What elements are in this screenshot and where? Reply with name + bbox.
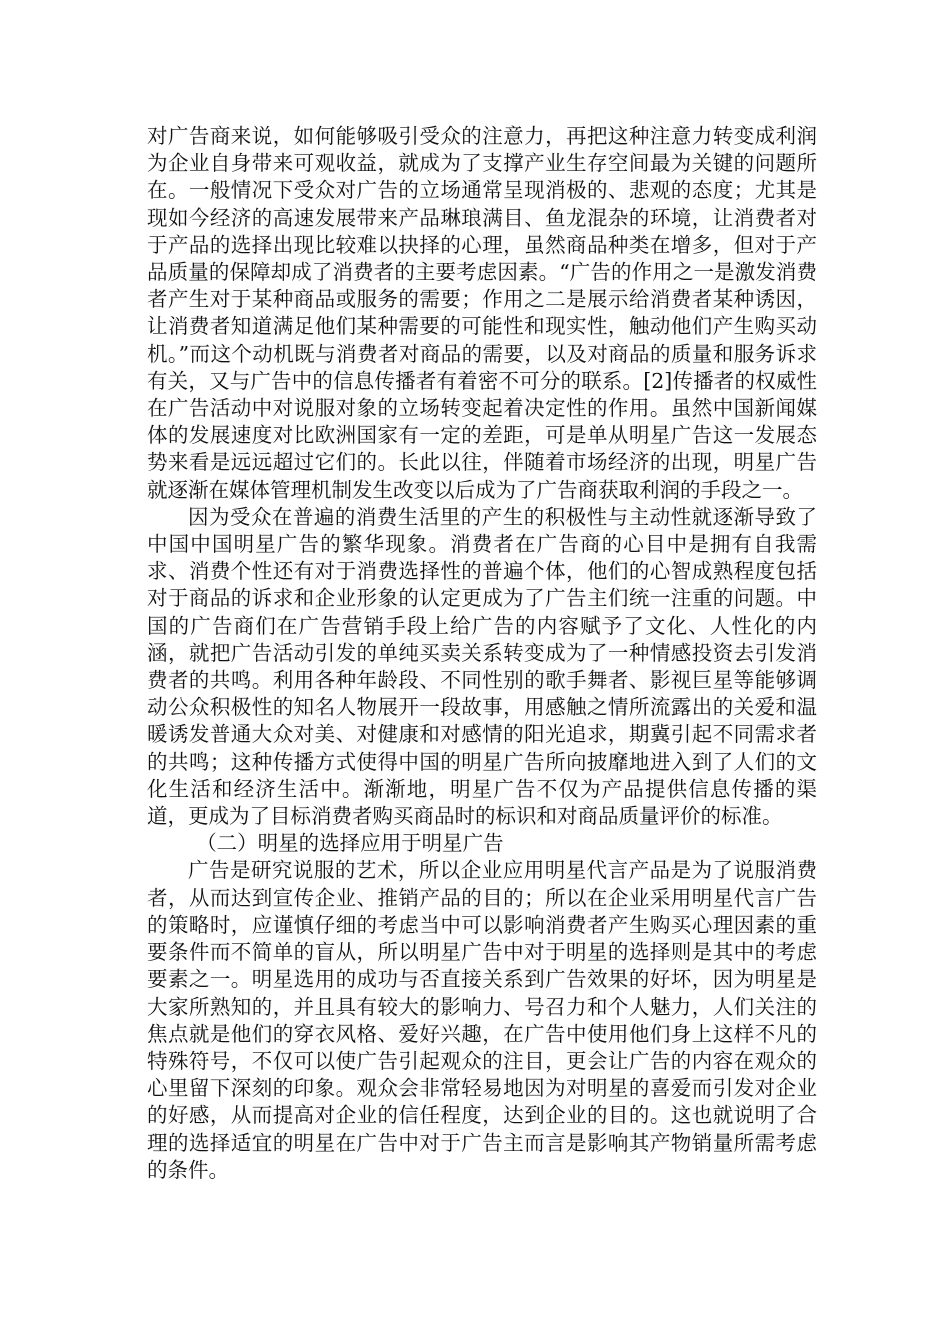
document-page xyxy=(147,123,817,1184)
section-heading: （二）明星的选择应用于明星广告 xyxy=(196,831,504,856)
paragraph-3: 广告是研究说服的艺术，所以企业应用明星代言产品是为了说服消费者，从而达到宣传企业、推销产品的目的；所以在企业采用明星代言广告的策略时，应谨慎仔细的考虑当中可以影响消费者产生购买心理因素的重要条件而不简单的盲从，所以明星广告中对于明星的选择则是其中的考虑要素之一。明星选用的成功与否直接关系到广告效果的好坏，因为明星是大家所熟知的，并且具有较大的影响力、号召力和个人魅力，人们关注的焦点就是他们的穿衣风格、爱好兴趣，在广告中使用他们身上这样不凡的特殊符号，不仅可以使广告引起观众的注目，更会让广告的内容在观众的心里留下深刻的印象。观众会非常轻易地因为对明星的喜爱而引发对企业的好感，从而提高对企业的信任程度，达到企业的目的。这也就说明了合理的选择适宜的明星在广告中对于广告主而言是影响其产物销量所需考虑的条件。 xyxy=(147,858,817,1182)
paragraph-1: 对广告商来说，如何能够吸引受众的注意力，再把这种注意力转变成利润为企业自身带来可观收益，就成为了支撑产业生存空间最为关键的问题所在。一般情况下受众对广告的立场通常呈现消极的、悲观的态度；尤其是现如今经济的高速发展带来产品琳琅满目、鱼龙混杂的环境，让消费者对于产品的选择出现比较难以抉择的心理，虽然商品种类在增多，但对于产品质量的保障却成了消费者的主要考虑因素。“广告的作用之一是激发消费者产生对于某种商品或服务的需要；作用之二是展示给消费者某种诱因，让消费者知道满足他们某种需要的可能性和现实性，触动他们产生购买动机。”而这个动机既与消费者对商品的需要，以及对商品的质量和服务诉求有关，又与广告中的信息传播者有着密不可分的联系。[2]传播者的权威性在广告活动中对说服对象的立场转变起着决定性的作用。虽然中国新闻媒体的发展速度对比欧洲国家有一定的差距，可是单从明星广告这一发展态势来看是远远超过它们的。长此以往，伴随着市场经济的出现，明星广告就逐渐在媒体管理机制发生改变以后成为了广告商获取利润的手段之一。 xyxy=(147,124,817,502)
paragraph-2: 因为受众在普遍的消费生活里的产生的积极性与主动性就逐渐导致了中国中国明星广告的繁华现象。消费者在广告商的心目中是拥有自我需求、消费个性还有对于消费选择性的普遍个体，他们的心智成熟程度包括对于商品的诉求和企业形象的认定更成为了广告主们统一注重的问题。中国的广告商们在广告营销手段上给广告的内容赋予了文化、人性化的内涵，就把广告活动引发的单纯买卖关系转变成为了一种情感投资去引发消费者的共鸣。利用各种年龄段、不同性别的歌手舞者、影视巨星等能够调动公众积极性的知名人物展开一段故事，用感触之情所流露出的关爱和温暖诱发普通大众对美、对健康和对感情的阳光追求，期冀引起不同需求者的共鸣；这种传播方式使得中国的明星广告所向披靡地进入到了人们的文化生活和经济生活中。渐渐地，明星广告不仅为产品提供信息传播的渠道，更成为了目标消费者购买商品时的标识和对商品质量评价的标准。 xyxy=(147,504,817,829)
